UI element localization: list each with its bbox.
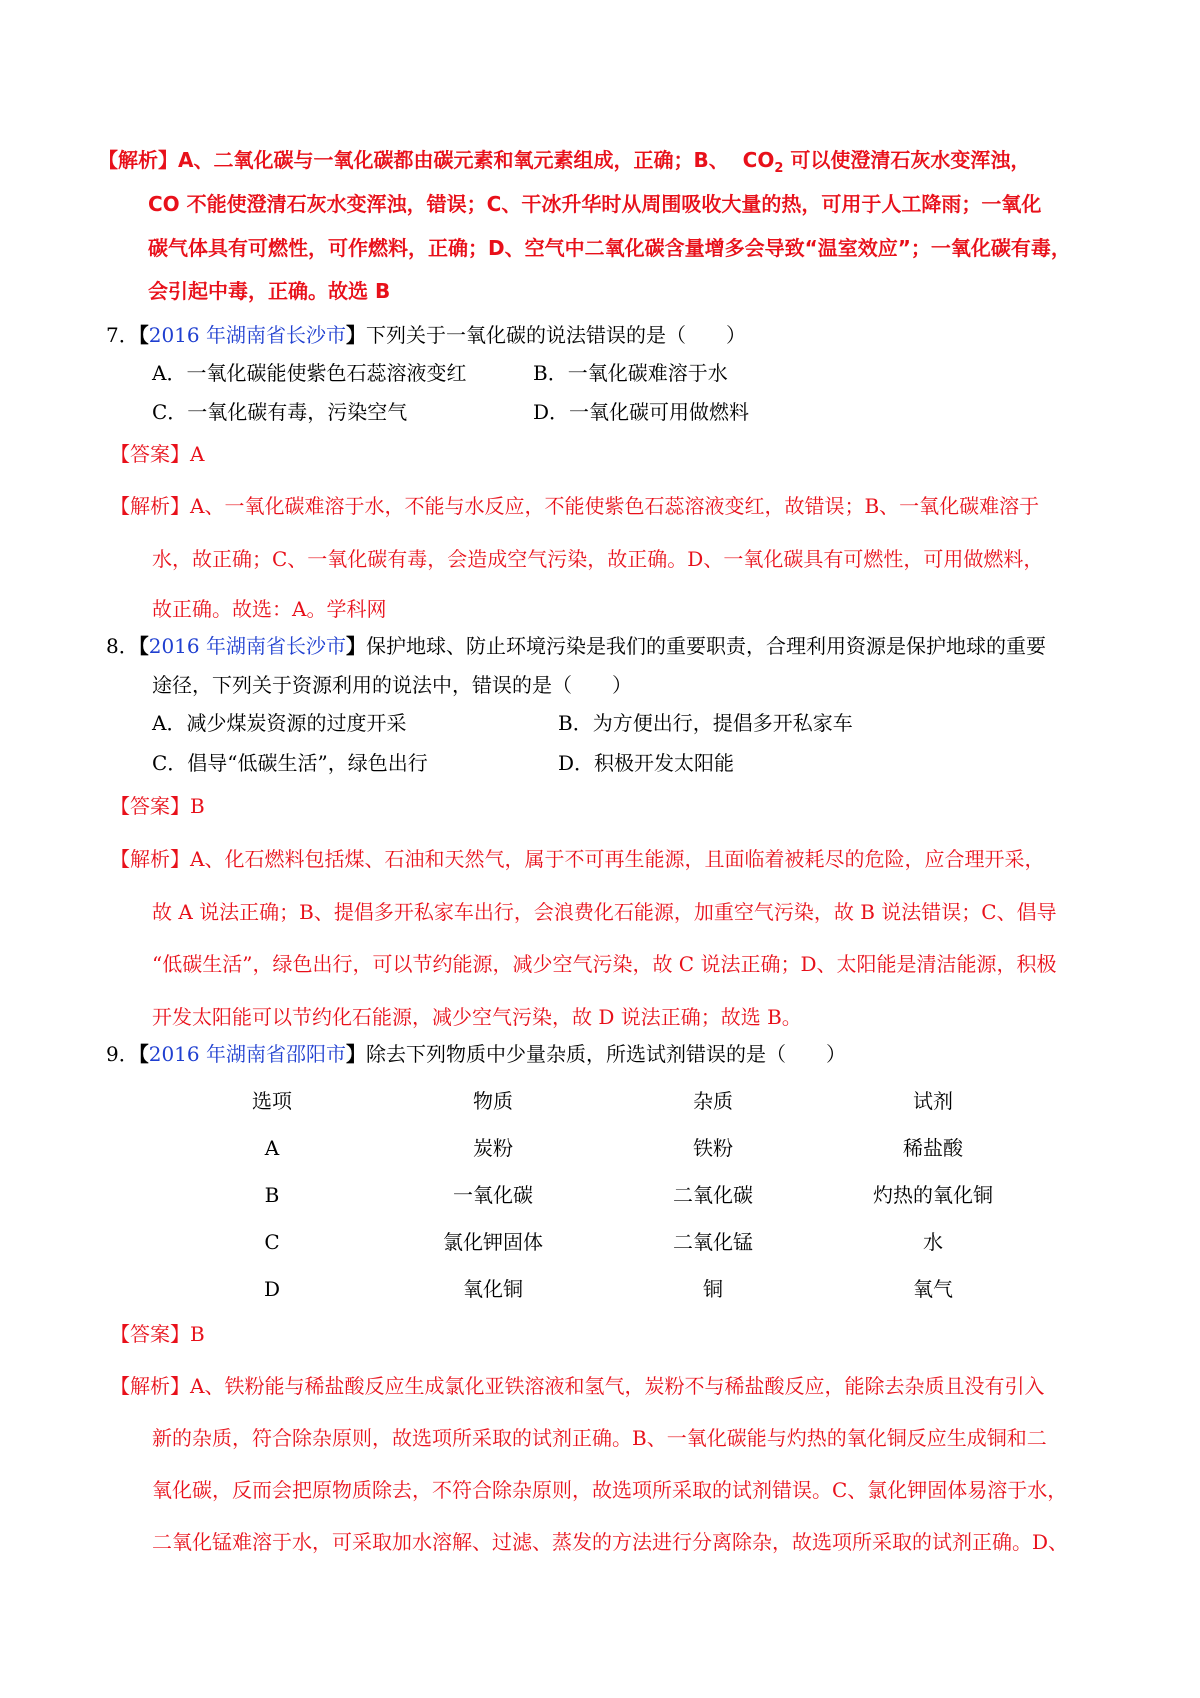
- table-header: 物质: [473, 1089, 513, 1113]
- explanation-7-line-3: 故正确。故选：A。学科网: [152, 597, 387, 621]
- prev-explanation-line-2: CO 不能使澄清石灰水变浑浊，错误；C、干冰升华时从周围吸收大量的热，可用于人工降雨；一氧化: [148, 192, 1042, 216]
- prev-explanation-text: A、二氧化碳与一氧化碳都由碳元素和氧元素组成，正确；B、: [178, 148, 729, 172]
- table-cell: 炭粉: [473, 1136, 513, 1160]
- table-cell: 稀盐酸: [903, 1136, 963, 1160]
- explanation-label: 【解析】: [110, 847, 190, 871]
- table-header: 选项: [252, 1089, 292, 1113]
- table-cell: 铁粉: [693, 1136, 733, 1160]
- answer-value: A: [190, 442, 205, 466]
- option-c: C．倡导“低碳生活”，绿色出行: [152, 751, 428, 775]
- table-cell: 铜: [703, 1277, 723, 1301]
- explanation-9-line-2: 新的杂质，符合除杂原则，故选项所采取的试剂正确。B、一氧化碳能与灼热的氧化铜反应生成铜和二: [152, 1426, 1047, 1450]
- answer-label: 【答案】: [110, 1322, 190, 1346]
- prev-explanation-line-4: 会引起中毒，正确。故选 B: [148, 279, 391, 303]
- answer-8: [110, 792, 205, 820]
- question-text: 下列关于一氧化碳的说法错误的是（ ）: [366, 323, 746, 347]
- answer-7: [110, 440, 204, 468]
- question-9-stem: 9．【2016 年湖南省邵阳市】除去下列物质中少量杂质，所选试剂错误的是（ ）: [106, 1042, 846, 1066]
- question-number: 9．: [106, 1042, 139, 1066]
- table-cell: C: [264, 1230, 280, 1254]
- question-number: 8．: [106, 634, 139, 658]
- option-c: C．一氧化碳有毒，污染空气: [152, 400, 408, 424]
- table-cell: 氧化铜: [463, 1277, 523, 1301]
- explanation-8-line-4: 开发太阳能可以节约化石能源，减少空气污染，故 D 说法正确；故选 B。: [152, 1005, 802, 1029]
- table-cell: 一氧化碳: [453, 1183, 533, 1207]
- table-cell: 氯化钾固体: [443, 1230, 543, 1254]
- question-8-stem: 8．【2016 年湖南省长沙市】保护地球、防止环境污染是我们的重要职责，合理利用资源是保护地球的重要: [106, 634, 1046, 658]
- answer-value: B: [190, 1322, 205, 1346]
- explanation-label: 【解析】: [110, 494, 190, 518]
- table-header: 杂质: [693, 1089, 733, 1113]
- explanation-9-line-4: 二氧化锰难溶于水，可采取加水溶解、过滤、蒸发的方法进行分离除杂，故选项所采取的试剂正确。D、: [152, 1530, 1069, 1554]
- explanation-label: 【解析】: [110, 1374, 190, 1398]
- table-cell: 氧气: [913, 1277, 953, 1301]
- option-a: A．一氧化碳能使紫色石蕊溶液变红: [152, 361, 467, 385]
- explanation-7-line-1: 【解析】A、一氧化碳难溶于水，不能与水反应，不能使紫色石蕊溶液变红，故错误；B、一氧化碳难溶于: [110, 494, 1040, 518]
- answer-value: B: [190, 794, 205, 818]
- explanation-8-line-2: 故 A 说法正确；B、提倡多开私家车出行，会浪费化石能源，加重空气污染，故 B 说法错误；C、倡导: [152, 900, 1057, 924]
- prev-explanation-label: 【解析】: [98, 148, 178, 172]
- answer-label: 【答案】: [110, 794, 190, 818]
- explanation-9-line-3: 氧化碳，反而会把原物质除去，不符合除杂原则，故选项所采取的试剂错误。C、氯化钾固体易溶于水，: [152, 1478, 1068, 1502]
- option-d: D．积极开发太阳能: [558, 751, 735, 775]
- table-cell: 水: [923, 1230, 943, 1254]
- question-source: 2016 年湖南省长沙市: [148, 323, 346, 347]
- table-cell: D: [263, 1277, 281, 1301]
- table-cell: 二氧化碳: [673, 1183, 753, 1207]
- answer-label: 【答案】: [110, 442, 190, 466]
- option-d: D．一氧化碳可用做燃料: [533, 400, 750, 424]
- prev-explanation-line-1: [98, 146, 1030, 183]
- explanation-7-line-2: 水，故正确；C、一氧化碳有毒，会造成空气污染，故正确。D、一氧化碳具有可燃性，可用做燃料，: [152, 547, 1044, 571]
- prev-explanation-line-3: 碳气体具有可燃性，可作燃料，正确；D、空气中二氧化碳含量增多会导致“温室效应”；一氧化碳有毒，: [148, 236, 1071, 260]
- question-source: 2016 年湖南省长沙市: [148, 634, 346, 658]
- table-cell: 灼热的氧化铜: [873, 1183, 993, 1207]
- option-a: A．减少煤炭资源的过度开采: [152, 711, 407, 735]
- question-number: 7．: [106, 323, 139, 347]
- table-header: 试剂: [913, 1089, 953, 1113]
- answer-9: [110, 1320, 205, 1348]
- question-source: 2016 年湖南省邵阳市: [148, 1042, 346, 1066]
- option-b: B．一氧化碳难溶于水: [533, 361, 728, 385]
- question-8-stem-line-2: 途径，下列关于资源利用的说法中，错误的是（ ）: [152, 673, 632, 697]
- option-b: B．为方便出行，提倡多开私家车: [558, 711, 853, 735]
- explanation-8-line-1: 【解析】A、化石燃料包括煤、石油和天然气，属于不可再生能源，且面临着被耗尽的危险，应合理开采，: [110, 847, 1045, 871]
- question-text: 保护地球、防止环境污染是我们的重要职责，合理利用资源是保护地球的重要: [366, 634, 1046, 658]
- co2-formula: $CO_2$: [742, 148, 784, 176]
- prev-explanation-text-cont: 可以使澄清石灰水变浑浊，: [790, 148, 1031, 172]
- question-text: 除去下列物质中少量杂质，所选试剂错误的是（ ）: [366, 1042, 846, 1066]
- table-cell: A: [264, 1136, 280, 1160]
- table-cell: B: [264, 1183, 280, 1207]
- explanation-9-line-1: 【解析】A、铁粉能与稀盐酸反应生成氯化亚铁溶液和氢气，炭粉不与稀盐酸反应，能除去杂质且没有引入: [110, 1374, 1045, 1398]
- explanation-8-line-3: “低碳生活”，绿色出行，可以节约能源，减少空气污染，故 C 说法正确；D、太阳能是清洁能源，积极: [152, 952, 1057, 976]
- question-7-stem: 7．【2016 年湖南省长沙市】下列关于一氧化碳的说法错误的是（ ）: [106, 323, 746, 347]
- table-cell: 二氧化锰: [673, 1230, 753, 1254]
